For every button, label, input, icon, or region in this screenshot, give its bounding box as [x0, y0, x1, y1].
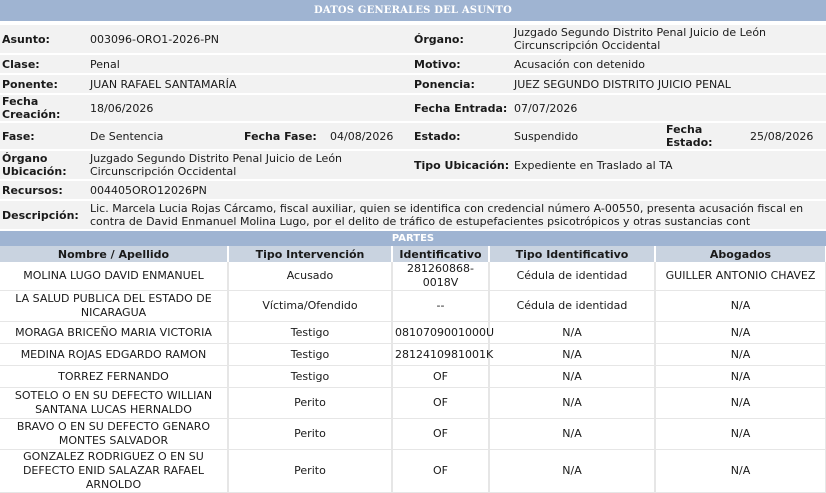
cell-nombre: MEDINA ROJAS EDGARDO RAMON	[0, 344, 228, 366]
partes-table	[0, 246, 826, 493]
cell-abogados: GUILLER ANTONIO CHAVEZ	[655, 262, 826, 291]
partes-header: PARTES	[0, 231, 826, 246]
estado-label: Estado:	[414, 129, 461, 143]
cell-identificativo: 0810709001000U	[392, 322, 489, 344]
ponencia-value: JUEZ SEGUNDO DISTRITO JUICIO PENAL	[514, 77, 731, 91]
cell-tipo-identificativo: N/A	[489, 322, 655, 344]
cell-tipo-intervencion: Testigo	[228, 366, 392, 388]
cell-abogados: N/A	[655, 388, 826, 419]
cell-abogados: N/A	[655, 450, 826, 493]
organo-ubicacion-label: Órgano Ubicación:	[2, 152, 67, 178]
organo-value: Juzgado Segundo Distrito Penal Juicio de León Circunscripción Occidental	[514, 26, 767, 52]
table-row	[0, 291, 826, 322]
fecha-estado-value: 25/08/2026	[750, 129, 814, 143]
estado-value: Suspendido	[514, 129, 579, 143]
fecha-entrada-label: Fecha Entrada:	[414, 101, 508, 115]
cell-abogados: N/A	[655, 291, 826, 322]
descripcion-value: Lic. Marcela Lucia Rojas Cárcamo, fiscal auxiliar, quien se identifica con credencial número A-00550, presenta acusación fiscal en contra de David Enmanuel Molina Lugo, por el delito de tráfico de estupefacientes psicotrópicos y otras sustancias cont	[90, 202, 804, 228]
tipo-ubicacion-value: Expediente en Traslado al TA	[514, 158, 673, 172]
organo-label: Órgano:	[414, 32, 464, 46]
cell-tipo-identificativo: N/A	[489, 366, 655, 388]
fecha-fase-label: Fecha Fase:	[244, 129, 317, 143]
fecha-creacion-value: 18/06/2026	[90, 101, 154, 115]
cell-abogados: N/A	[655, 366, 826, 388]
cell-identificativo: 2812410981001K	[392, 344, 489, 366]
organo-ubicacion-value: Juzgado Segundo Distrito Penal Juicio de León Circunscripción Occidental	[90, 152, 343, 178]
recursos-value: 004405ORO12026PN	[90, 183, 207, 197]
cell-tipo-identificativo: Cédula de identidad	[489, 262, 655, 291]
cell-tipo-identificativo: N/A	[489, 450, 655, 493]
cell-identificativo: OF	[392, 388, 489, 419]
ponente-label: Ponente:	[2, 77, 58, 91]
table-row	[0, 419, 826, 450]
ponencia-label: Ponencia:	[414, 77, 475, 91]
cell-nombre: TORREZ FERNANDO	[0, 366, 228, 388]
table-row	[0, 450, 826, 493]
recursos-label: Recursos:	[2, 183, 63, 197]
ponente-value: JUAN RAFAEL SANTAMARÍA	[90, 77, 237, 91]
cell-identificativo: OF	[392, 419, 489, 450]
cell-identificativo: --	[392, 291, 489, 322]
cell-nombre: BRAVO O EN SU DEFECTO GENARO MONTES SALVADOR	[0, 419, 228, 450]
cell-identificativo: OF	[392, 366, 489, 388]
cell-nombre: SOTELO O EN SU DEFECTO WILLIAN SANTANA LUCAS HERNALDO	[0, 388, 228, 419]
cell-identificativo: OF	[392, 450, 489, 493]
tipo-ubicacion-label: Tipo Ubicación:	[414, 158, 510, 172]
cell-abogados: N/A	[655, 419, 826, 450]
clase-value: Penal	[90, 57, 120, 71]
cell-nombre: MOLINA LUGO DAVID ENMANUEL	[0, 262, 228, 291]
cell-abogados: N/A	[655, 344, 826, 366]
cell-nombre: LA SALUD PUBLICA DEL ESTADO DE NICARAGUA	[0, 291, 228, 322]
cell-tipo-identificativo: N/A	[489, 388, 655, 419]
cell-nombre: GONZALEZ RODRIGUEZ O EN SU DEFECTO ENID SALAZAR RAFAEL ARNOLDO	[0, 450, 228, 493]
fase-label: Fase:	[2, 129, 35, 143]
asunto-value: 003096-ORO1-2026-PN	[90, 32, 220, 46]
table-row	[0, 366, 826, 388]
motivo-label: Motivo:	[414, 57, 461, 71]
column-header-identificativo: Identificativo	[392, 246, 489, 262]
cell-identificativo: 281260868-0018V	[392, 262, 489, 291]
table-row	[0, 262, 826, 291]
cell-tipo-identificativo: Cédula de identidad	[489, 291, 655, 322]
fase-value: De Sentencia	[90, 129, 164, 143]
table-row	[0, 388, 826, 419]
column-header-tipo-identificativo: Tipo Identificativo	[489, 246, 655, 262]
column-header-abogados: Abogados	[655, 246, 826, 262]
fecha-creacion-label: Fecha Creación:	[2, 95, 61, 121]
section-header: DATOS GENERALES DEL ASUNTO	[0, 0, 826, 21]
cell-tipo-intervencion: Perito	[228, 450, 392, 493]
descripcion-label: Descripción:	[2, 208, 79, 222]
cell-tipo-intervencion: Testigo	[228, 322, 392, 344]
cell-abogados: N/A	[655, 322, 826, 344]
cell-tipo-intervencion: Acusado	[228, 262, 392, 291]
cell-tipo-intervencion: Perito	[228, 388, 392, 419]
fecha-estado-label: Fecha Estado:	[666, 123, 713, 149]
clase-label: Clase:	[2, 57, 40, 71]
cell-tipo-identificativo: N/A	[489, 344, 655, 366]
general-data-table	[0, 23, 826, 231]
fecha-fase-value: 04/08/2026	[330, 129, 394, 143]
column-header-nombre: Nombre / Apellido	[0, 246, 228, 262]
fecha-entrada-value: 07/07/2026	[514, 101, 578, 115]
cell-tipo-identificativo: N/A	[489, 419, 655, 450]
motivo-value: Acusación con detenido	[514, 57, 645, 71]
cell-tipo-intervencion: Víctima/Ofendido	[228, 291, 392, 322]
cell-tipo-intervencion: Testigo	[228, 344, 392, 366]
table-row	[0, 322, 826, 344]
table-row	[0, 344, 826, 366]
cell-tipo-intervencion: Perito	[228, 419, 392, 450]
asunto-label: Asunto:	[2, 32, 50, 46]
column-header-tipo-intervencion: Tipo Intervención	[228, 246, 392, 262]
cell-nombre: MORAGA BRICEÑO MARIA VICTORIA	[0, 322, 228, 344]
